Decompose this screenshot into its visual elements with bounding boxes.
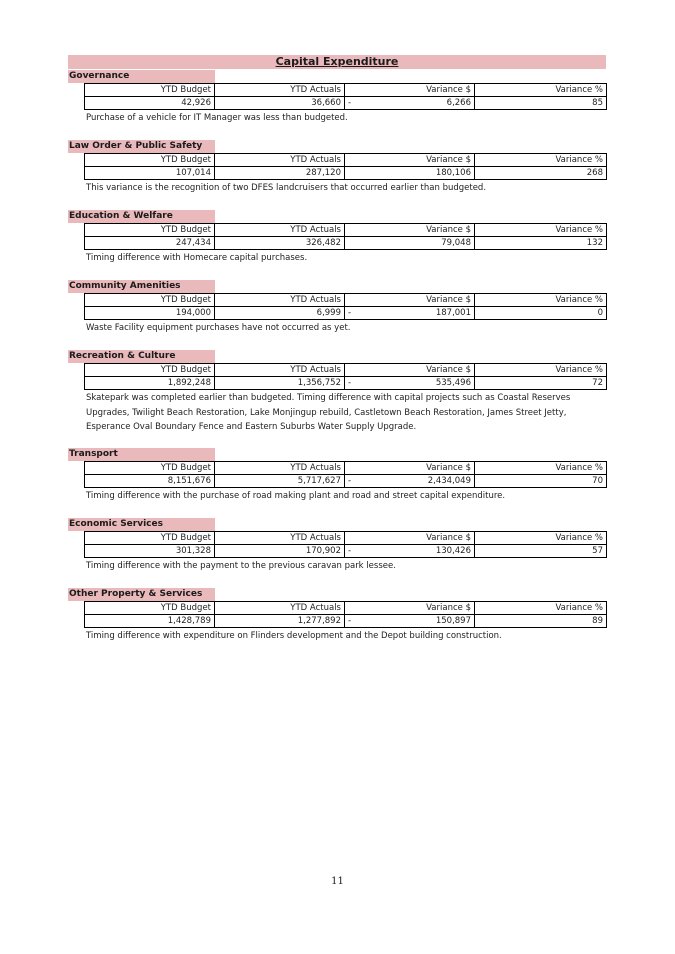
header-variance-percent: Variance % [475, 364, 607, 377]
table-row [85, 167, 607, 180]
section-heading: Transport [68, 448, 215, 461]
header-ytd-actuals: YTD Actuals [215, 224, 345, 237]
cell-ytd-actuals: 6,999 [215, 307, 345, 320]
header-variance-dollar: Variance $ [345, 154, 475, 167]
header-ytd-budget: YTD Budget [85, 84, 215, 97]
header-ytd-budget: YTD Budget [85, 294, 215, 307]
header-variance-dollar: Variance $ [345, 224, 475, 237]
header-ytd-actuals: YTD Actuals [215, 294, 345, 307]
header-variance-dollar: Variance $ [345, 532, 475, 545]
variance-table [84, 293, 607, 320]
section-heading: Recreation & Culture [68, 350, 215, 363]
variance-table [84, 223, 607, 250]
section-note: This variance is the recognition of two DFES landcruisers that occurred earlier than budgeted. [86, 183, 487, 193]
header-variance-percent: Variance % [475, 154, 607, 167]
variance-sign: - [348, 378, 352, 388]
variance-value: 2,434,049 [427, 476, 471, 486]
section-transport [68, 448, 608, 504]
cell-ytd-actuals: 170,902 [215, 545, 345, 558]
header-ytd-budget: YTD Budget [85, 602, 215, 615]
header-variance-dollar: Variance $ [345, 294, 475, 307]
header-ytd-actuals: YTD Actuals [215, 462, 345, 475]
section-education-welfare [68, 210, 608, 266]
cell-variance-percent: 89 [475, 615, 607, 628]
header-ytd-budget: YTD Budget [85, 224, 215, 237]
header-ytd-actuals: YTD Actuals [215, 364, 345, 377]
header-variance-dollar: Variance $ [345, 84, 475, 97]
section-heading: Other Property & Services [68, 588, 215, 601]
cell-variance-dollar [345, 237, 475, 250]
header-variance-percent: Variance % [475, 224, 607, 237]
variance-sign: - [348, 308, 352, 318]
table-header-row [85, 462, 607, 475]
variance-sign: - [348, 476, 352, 486]
section-note: Timing difference with Homecare capital purchases. [86, 253, 308, 263]
page-title: Capital Expenditure [68, 55, 606, 69]
section-community-amenities [68, 280, 608, 336]
cell-variance-dollar [345, 97, 475, 110]
variance-table [84, 83, 607, 110]
variance-value: 180,106 [435, 168, 471, 178]
cell-ytd-actuals: 287,120 [215, 167, 345, 180]
cell-variance-percent: 57 [475, 545, 607, 558]
section-heading: Community Amenities [68, 280, 215, 293]
variance-sign: - [348, 616, 352, 626]
header-variance-dollar: Variance $ [345, 364, 475, 377]
variance-sign: - [348, 98, 352, 108]
section-heading: Economic Services [68, 518, 215, 531]
section-heading: Education & Welfare [68, 210, 215, 223]
cell-ytd-budget: 247,434 [85, 237, 215, 250]
cell-ytd-budget: 42,926 [85, 97, 215, 110]
cell-ytd-budget: 1,892,248 [85, 377, 215, 390]
table-header-row [85, 294, 607, 307]
variance-table [84, 601, 607, 628]
variance-table [84, 531, 607, 558]
cell-variance-dollar [345, 545, 475, 558]
variance-table [84, 363, 607, 390]
cell-ytd-budget: 1,428,789 [85, 615, 215, 628]
cell-variance-percent: 72 [475, 377, 607, 390]
header-variance-dollar: Variance $ [345, 602, 475, 615]
cell-ytd-actuals: 5,717,627 [215, 475, 345, 488]
section-note: Timing difference with expenditure on Flinders development and the Depot building construction. [86, 631, 502, 641]
section-note: Skatepark was completed earlier than budgeted. Timing difference with capital projects such as Coastal Reserves Upgrades, Twilight Beach Restoration, Lake Monjingup rebuild, Castletown Beach Restoration, James Street Jetty, Esperance Oval Boundary Fence and Eastern Suburbs Water Supply Upgrade. [86, 393, 571, 432]
variance-value: 6,266 [446, 98, 471, 108]
cell-ytd-budget: 8,151,676 [85, 475, 215, 488]
header-variance-percent: Variance % [475, 602, 607, 615]
header-ytd-budget: YTD Budget [85, 462, 215, 475]
table-header-row [85, 602, 607, 615]
cell-ytd-budget: 194,000 [85, 307, 215, 320]
section-note: Waste Facility equipment purchases have not occurred as yet. [86, 323, 351, 333]
variance-value: 79,048 [441, 238, 471, 248]
cell-variance-dollar [345, 307, 475, 320]
table-row [85, 475, 607, 488]
section-economic-services [68, 518, 608, 574]
table-header-row [85, 532, 607, 545]
section-governance [68, 70, 608, 126]
cell-ytd-actuals: 1,277,892 [215, 615, 345, 628]
cell-ytd-actuals: 326,482 [215, 237, 345, 250]
variance-value: 535,496 [435, 378, 471, 388]
header-variance-percent: Variance % [475, 532, 607, 545]
header-ytd-budget: YTD Budget [85, 154, 215, 167]
cell-ytd-budget: 107,014 [85, 167, 215, 180]
section-heading: Governance [68, 70, 215, 83]
section-other-property-services [68, 588, 608, 644]
section-recreation-culture [68, 350, 608, 435]
cell-variance-dollar [345, 377, 475, 390]
table-header-row [85, 154, 607, 167]
variance-table [84, 461, 607, 488]
table-row [85, 307, 607, 320]
section-note: Purchase of a vehicle for IT Manager was less than budgeted. [86, 113, 348, 123]
header-variance-dollar: Variance $ [345, 462, 475, 475]
variance-value: 187,001 [435, 308, 471, 318]
table-header-row [85, 224, 607, 237]
cell-variance-percent: 0 [475, 307, 607, 320]
variance-table [84, 153, 607, 180]
cell-variance-dollar [345, 475, 475, 488]
section-heading: Law Order & Public Safety [68, 140, 215, 153]
section-note: Timing difference with the purchase of road making plant and road and street capital expenditure. [86, 491, 506, 501]
table-row [85, 615, 607, 628]
table-row [85, 97, 607, 110]
section-note: Timing difference with the payment to the previous caravan park lessee. [86, 561, 396, 571]
header-ytd-actuals: YTD Actuals [215, 602, 345, 615]
header-variance-percent: Variance % [475, 84, 607, 97]
table-row [85, 237, 607, 250]
cell-ytd-budget: 301,328 [85, 545, 215, 558]
header-ytd-actuals: YTD Actuals [215, 532, 345, 545]
header-variance-percent: Variance % [475, 462, 607, 475]
cell-variance-percent: 85 [475, 97, 607, 110]
cell-variance-percent: 132 [475, 237, 607, 250]
header-ytd-actuals: YTD Actuals [215, 154, 345, 167]
page-number: 11 [331, 876, 344, 887]
variance-value: 150,897 [435, 616, 471, 626]
cell-variance-percent: 70 [475, 475, 607, 488]
header-ytd-budget: YTD Budget [85, 532, 215, 545]
variance-sign: - [348, 546, 352, 556]
cell-ytd-actuals: 1,356,752 [215, 377, 345, 390]
cell-variance-percent: 268 [475, 167, 607, 180]
cell-variance-dollar [345, 167, 475, 180]
header-ytd-actuals: YTD Actuals [215, 84, 345, 97]
table-header-row [85, 84, 607, 97]
header-ytd-budget: YTD Budget [85, 364, 215, 377]
variance-value: 130,426 [435, 546, 471, 556]
cell-variance-dollar [345, 615, 475, 628]
table-row [85, 377, 607, 390]
header-variance-percent: Variance % [475, 294, 607, 307]
table-row [85, 545, 607, 558]
table-header-row [85, 364, 607, 377]
section-law-order-public-safety [68, 140, 608, 196]
cell-ytd-actuals: 36,660 [215, 97, 345, 110]
